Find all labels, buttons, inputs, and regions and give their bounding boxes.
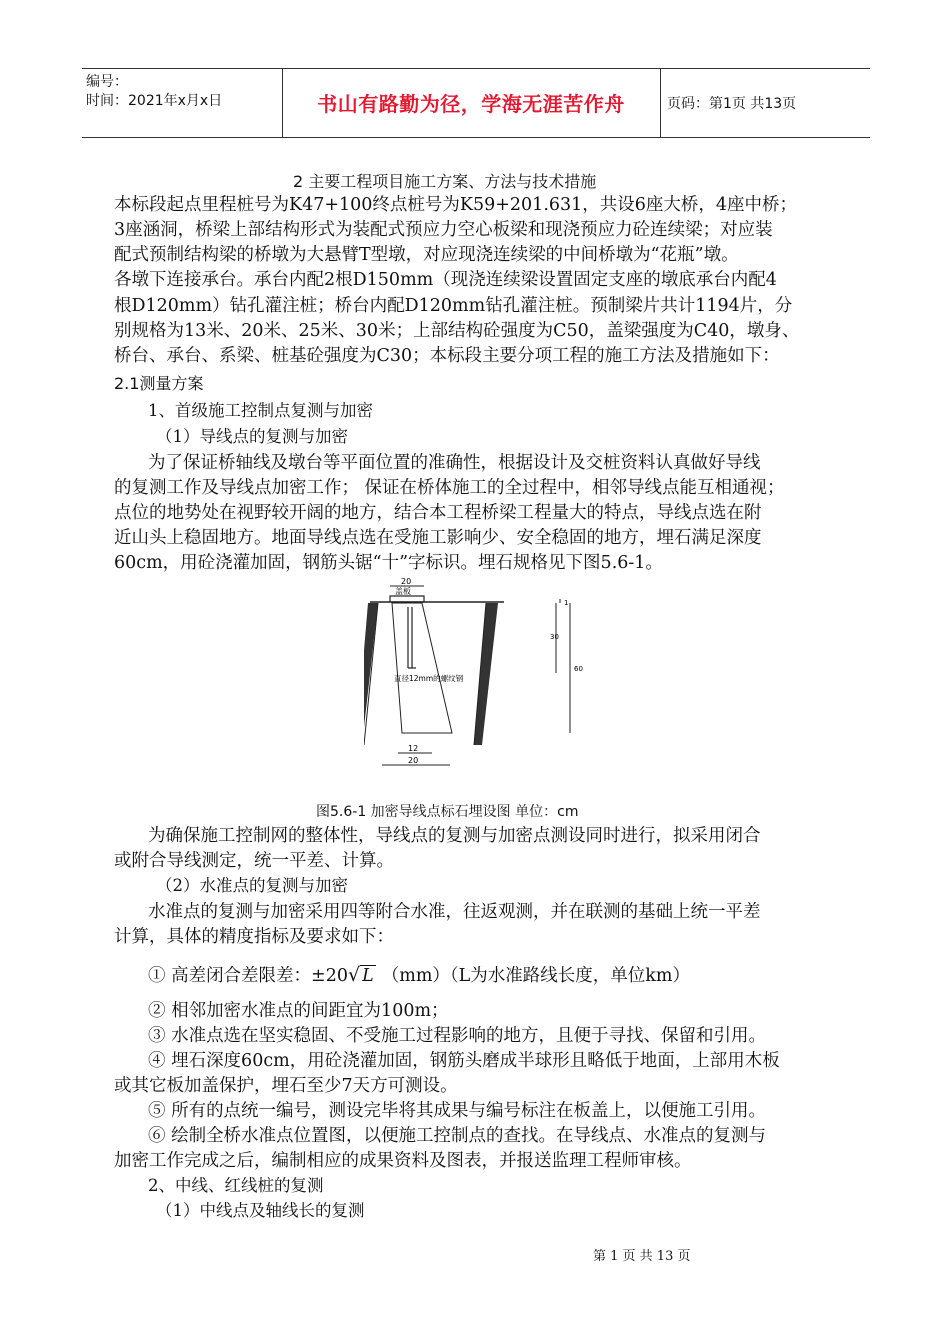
dim-bottom-inner: 12: [408, 744, 419, 753]
header-meta: [86, 73, 222, 111]
paragraph-line: 配式预制结构梁的桥墩为大悬臂T型墩，对应现浇连续梁的中间桥墩为“花瓶”墩。: [114, 245, 739, 265]
dim-60: 60: [574, 665, 583, 673]
dim-top-width: 20: [401, 577, 412, 586]
item-heading: 1、首级施工控制点复测与加密: [148, 401, 373, 420]
paragraph-line: 3座涵洞，桥梁上部结构形式为装配式预应力空心板梁和现浇预应力砼连续梁；对应装: [114, 220, 773, 240]
paragraph-line: 别规格为13米、20米、25米、30米；上部结构砼强度为C50，盖梁强度为C40，墩身、: [114, 321, 800, 341]
rule-line: ④ 埋石深度60cm，用砼浇灌加固，钢筋头磨成半球形且略低于地面，上部用木板: [148, 1051, 780, 1071]
benchmark-burial-diagram: [364, 573, 604, 773]
paragraph-line: 为了保证桥轴线及墩台等平面位置的准确性，根据设计及交桩资料认真做好导线: [148, 453, 761, 473]
cover-plate: [390, 596, 424, 602]
paragraph-line: 各墩下连接承台。承台内配2根D150mm（现浇连续梁设置固定支座的墩底承台内配4: [114, 270, 777, 290]
sqrt-sign: √: [348, 964, 361, 986]
paragraph-line: 计算，具体的精度指标及要求如下：: [114, 927, 394, 947]
paragraph-line: 60cm，用砼浇灌加固，钢筋头锯“十”字标识。埋石规格见下图5.6-1。: [114, 553, 663, 573]
header-motto: 书山有路勤为径，学海无涯苦作舟: [317, 92, 625, 116]
rule-line: ⑤ 所有的点统一编号，测设完毕将其成果与编号标注在板盖上，以便施工引用。: [148, 1101, 767, 1121]
header-divider: [660, 69, 661, 137]
dim-30: 30: [550, 633, 559, 641]
paragraph-line: 点位的地势处在视野较开阔的地方，结合本工程桥梁工程量大的特点，导线点选在附: [114, 503, 762, 523]
header-date-label: 时间：2021年x月x日: [86, 93, 223, 109]
concrete-stone: [392, 603, 452, 733]
rule-line: 或其它板加盖保护，埋石至少7天方可测设。: [114, 1076, 458, 1096]
page-header: [82, 68, 870, 138]
paragraph-line: 近山头上稳固地方。地面导线点选在受施工影响少、安全稳固的地方，埋石满足深度: [114, 528, 762, 548]
header-page-label: 页码：第1页 共13页: [667, 96, 797, 112]
item-subheading: （1）导线点的复测与加密: [156, 427, 348, 446]
rule-line: 加密工作完成之后，编制相应的成果资料及图表，并报送监理工程师审核。: [114, 1151, 692, 1171]
formula-suffix: （mm）（L为水准路线长度，单位km）: [381, 966, 690, 986]
header-number-label: 编号：: [86, 74, 128, 90]
section-title: 2 主要工程项目施工方案、方法与技术措施: [293, 172, 597, 191]
page-footer: 第 1 页 共 13 页: [593, 1249, 691, 1264]
paragraph-line: 根D120mm）钻孔灌注桩；桥台内配D120mm钻孔灌注桩。预制梁片共计1194片，分: [114, 296, 793, 316]
paragraph-line: 或附合导线测定，统一平差、计算。: [114, 851, 394, 871]
paragraph-line: 水准点的复测与加密采用四等附合水准，往返观测，并在联测的基础上统一平差: [148, 902, 761, 922]
rebar-label: 直径12mm的螺纹钢: [394, 674, 464, 683]
item-subheading: （1）中线点及轴线长的复测: [156, 1201, 365, 1220]
formula-line: [148, 963, 690, 988]
rule-line: ③ 水准点选在坚实稳固、不受施工过程影响的地方，且便于寻找、保留和引用。: [148, 1026, 767, 1046]
dim-bottom-outer: 20: [408, 756, 419, 765]
figure-caption: 图5.6-1 加密导线点标石埋设图 单位：cm: [316, 804, 579, 820]
paragraph-line: 为确保施工控制网的整体性，导线点的复测与加密点测设同时进行，拟采用闭合: [148, 826, 761, 846]
rule-line: ⑥ 绘制全桥水准点位置图，以便施工控制点的查找。在导线点、水准点的复测与: [148, 1126, 767, 1146]
cover-label: 盖板: [395, 587, 411, 596]
rule-line: ② 相邻加密水准点的间距宜为100m；: [148, 1001, 449, 1021]
paragraph-line: 本标段起点里程桩号为K47+100终点桩号为K59+201.631，共设6座大桥，4座中桥；: [114, 195, 798, 215]
dim-1: 1: [564, 599, 569, 607]
formula-variable: L: [362, 966, 374, 986]
trench-wall-right: [474, 603, 498, 745]
item-heading: 2、中线、红线桩的复测: [148, 1176, 324, 1195]
subsection-heading: 2.1测量方案: [114, 374, 204, 393]
paragraph-line: 的复测工作及导线点加密工作； 保证在桥体施工的全过程中，相邻导线点能互相通视；: [114, 478, 785, 498]
formula-prefix: ① 高差闭合差限差：±20: [148, 966, 348, 986]
item-subheading: （2）水准点的复测与加密: [156, 876, 348, 895]
paragraph-line: 桥台、承台、系梁、桩基砼强度为C30；本标段主要分项工程的施工方法及措施如下：: [114, 346, 780, 366]
